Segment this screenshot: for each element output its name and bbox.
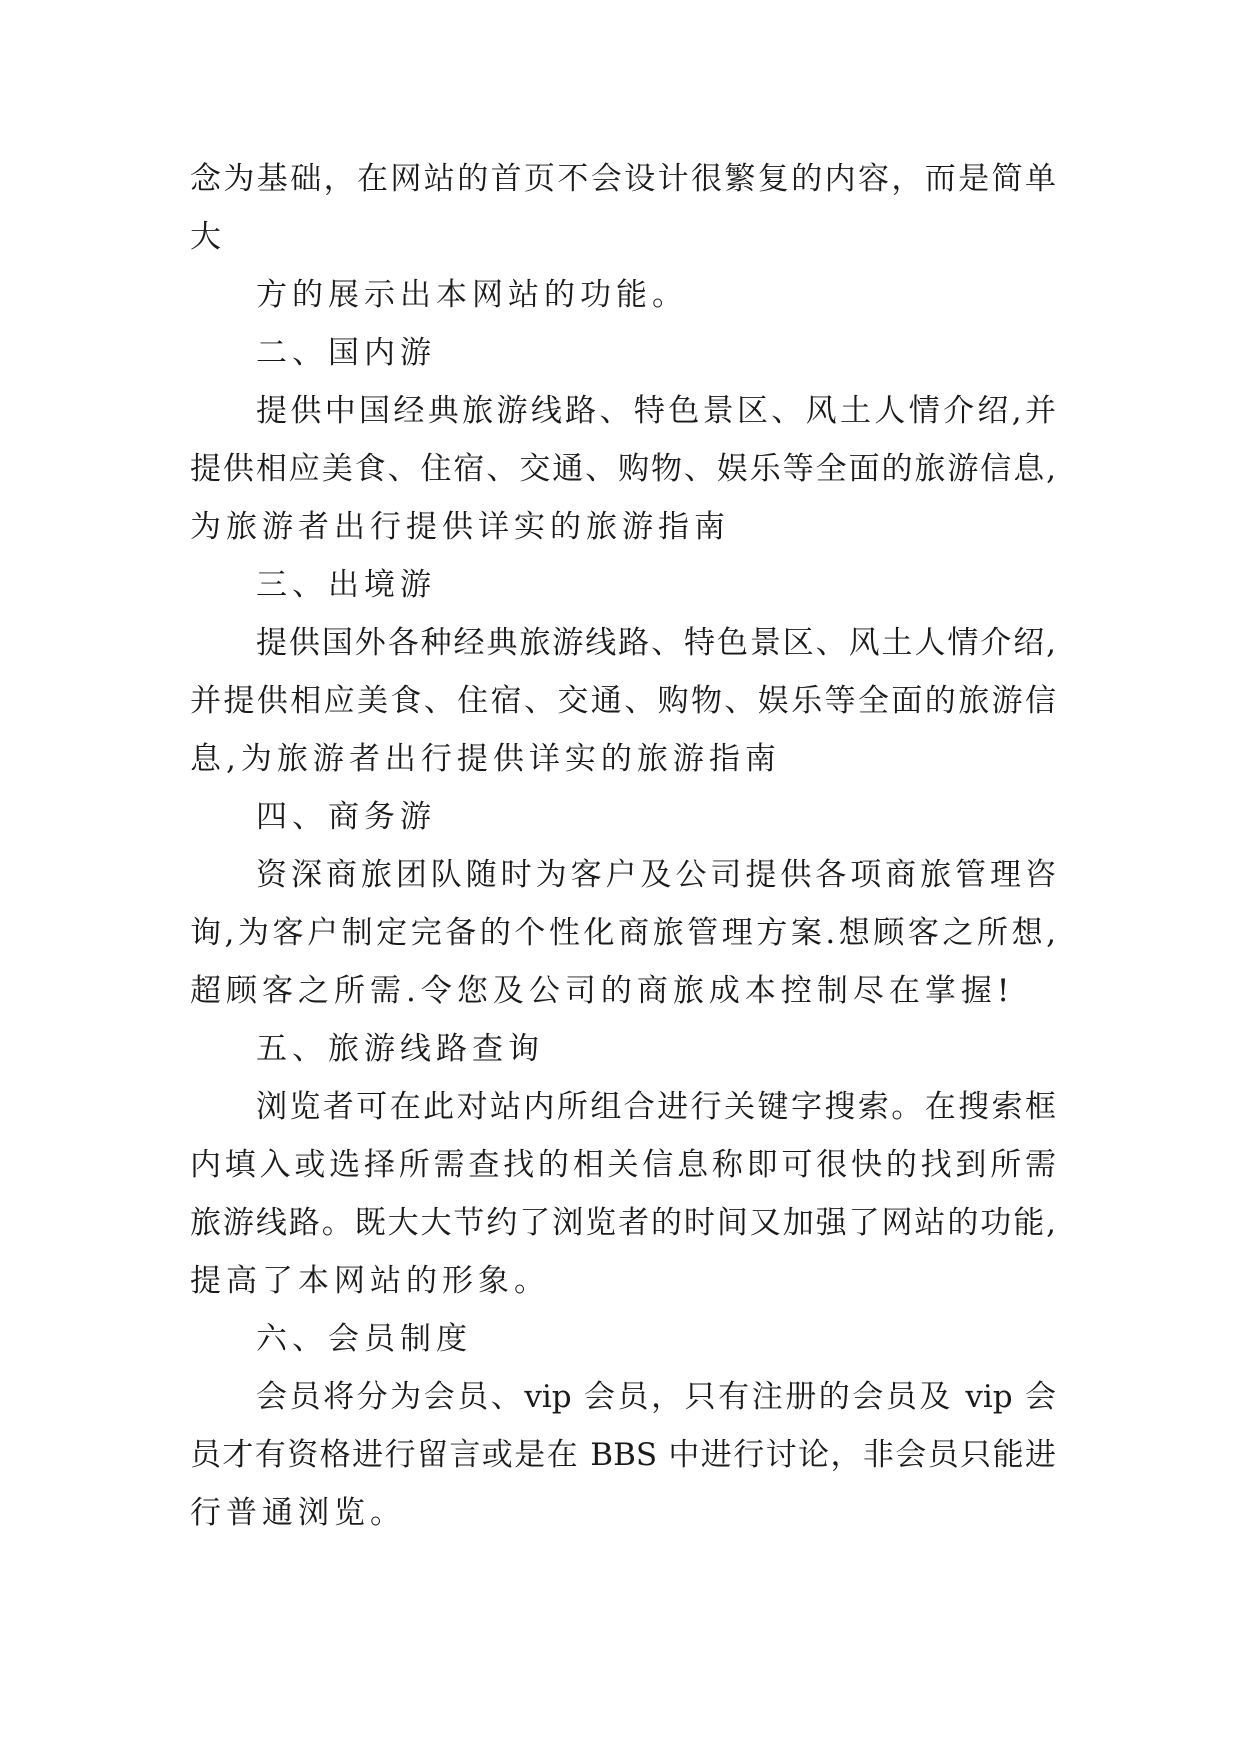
text-line: 行普通浏览。: [190, 1495, 406, 1531]
section-heading-membership: 六、会员制度: [256, 1321, 472, 1357]
text-line: 员才有资格进行留言或是在 BBS 中进行讨论，非会员只能进: [190, 1437, 1056, 1473]
text-line: 提供国外各种经典旅游线路、特色景区、风土人情介绍,: [256, 625, 1056, 661]
text-line: 超顾客之所需.令您及公司的商旅成本控制尽在掌握!: [190, 973, 1015, 1009]
document-body: [190, 150, 1056, 1542]
text-line: 并提供相应美食、住宿、交通、购物、娱乐等全面的旅游信: [190, 683, 1056, 719]
text-line: 内填入或选择所需查找的相关信息称即可很快的找到所需: [190, 1147, 1056, 1183]
text-line: 浏览者可在此对站内所组合进行关键字搜索。在搜索框: [256, 1089, 1056, 1125]
text-line: 念为基础，在网站的首页不会设计很繁复的内容，而是简单: [190, 161, 1056, 197]
text-line: 会员将分为会员、vip 会员，只有注册的会员及 vip 会: [256, 1379, 1056, 1415]
text-line: 旅游线路。既大大节约了浏览者的时间又加强了网站的功能,: [190, 1205, 1056, 1241]
text-line: 大: [190, 219, 226, 255]
section-heading-outbound: 三、出境游: [256, 567, 436, 603]
text-line: 询,为客户制定完备的个性化商旅管理方案.想顾客之所想,: [190, 915, 1056, 951]
text-line: 息,为旅游者出行提供详实的旅游指南: [190, 741, 781, 777]
section-heading-domestic: 二、国内游: [256, 335, 436, 371]
text-line: 为旅游者出行提供详实的旅游指南: [190, 509, 730, 545]
text-line: 资深商旅团队随时为客户及公司提供各项商旅管理咨: [256, 857, 1056, 893]
section-heading-route-search: 五、旅游线路查询: [256, 1031, 544, 1067]
section-heading-business: 四、商务游: [256, 799, 436, 835]
text-line: 提供相应美食、住宿、交通、购物、娱乐等全面的旅游信息,: [190, 451, 1056, 487]
text-line: 提供中国经典旅游线路、特色景区、风土人情介绍,并: [256, 393, 1056, 429]
text-line: 方的展示出本网站的功能。: [256, 277, 688, 313]
text-line: 提高了本网站的形象。: [190, 1263, 550, 1299]
